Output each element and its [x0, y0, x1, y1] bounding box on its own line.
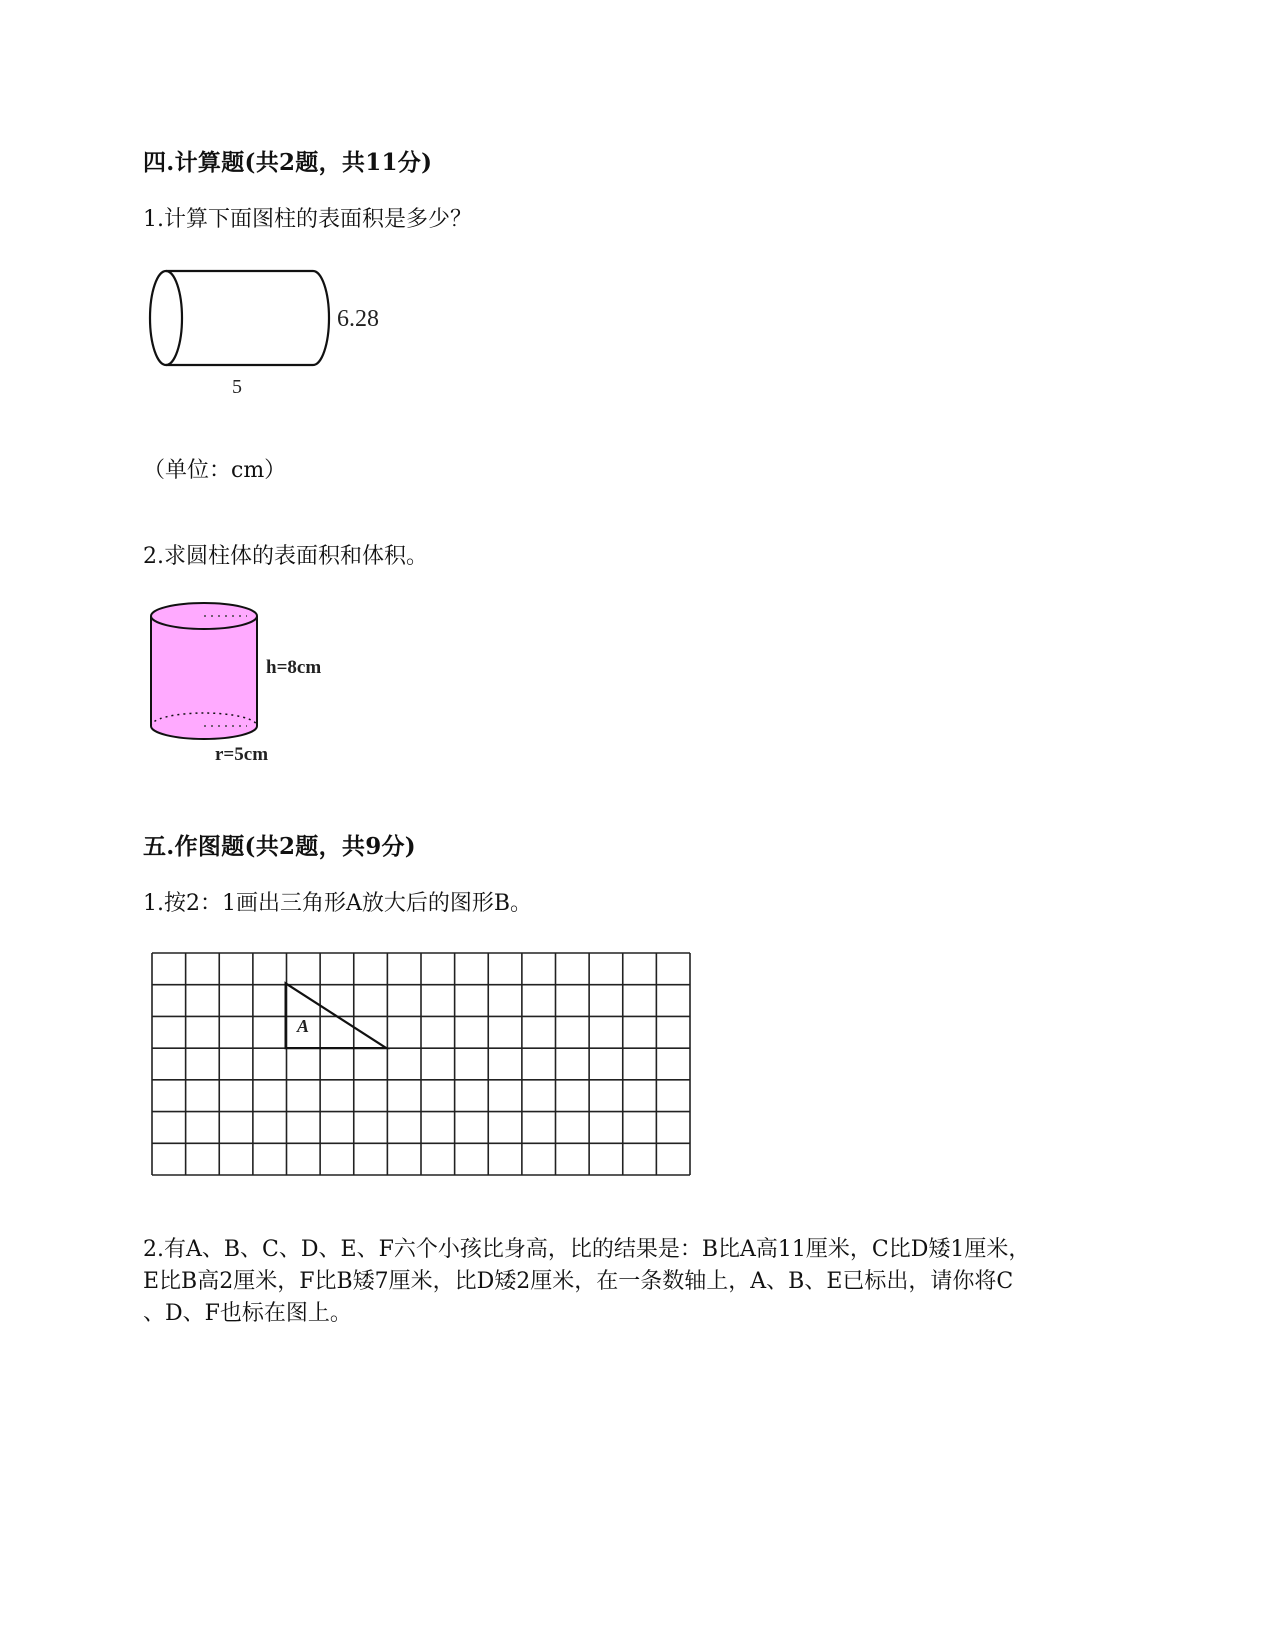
- question-4-2-text: 2.求圆柱体的表面积和体积。: [143, 544, 428, 569]
- drawing-grid: [150, 951, 692, 1179]
- cylinder-left-face: [150, 271, 182, 365]
- question-5-2-text: [143, 1234, 1103, 1330]
- question-4-1-text: 1.计算下面图柱的表面积是多少？: [143, 207, 472, 232]
- question-5-2-line-2: E比B高2厘米，F比B矮7厘米，比D矮2厘米，在一条数轴上，A、B、E已标出，请你将C: [143, 1269, 1014, 1294]
- pink-cylinder-height-label: h=8cm: [266, 657, 322, 678]
- question-5-1-text: 1.按2：1画出三角形A放大后的图形B。: [143, 891, 533, 916]
- question-5-2-line-3: 、D、F也标在图上。: [143, 1301, 352, 1326]
- question-4-1-unit: （单位：cm）: [143, 458, 287, 483]
- section-5-title: 五.作图题(共2题，共9分): [143, 833, 416, 860]
- pink-cylinder-radius-label: r=5cm: [215, 744, 269, 765]
- horizontal-cylinder-figure: [143, 260, 403, 405]
- cylinder-height-label: 6.28: [337, 306, 379, 332]
- pink-cylinder-body: [151, 616, 257, 739]
- question-5-2-line-1: 2.有A、B、C、D、E、F六个小孩比身高，比的结果是：B比A高11厘米，C比D矮1厘米，: [143, 1237, 1031, 1262]
- cylinder-length-label: 5: [232, 376, 242, 398]
- triangle-a-label: A: [297, 1016, 310, 1036]
- section-4-title: 四.计算题(共2题，共11分): [143, 149, 433, 176]
- pink-cylinder-figure: [143, 596, 343, 771]
- cylinder-right-face: [313, 271, 329, 365]
